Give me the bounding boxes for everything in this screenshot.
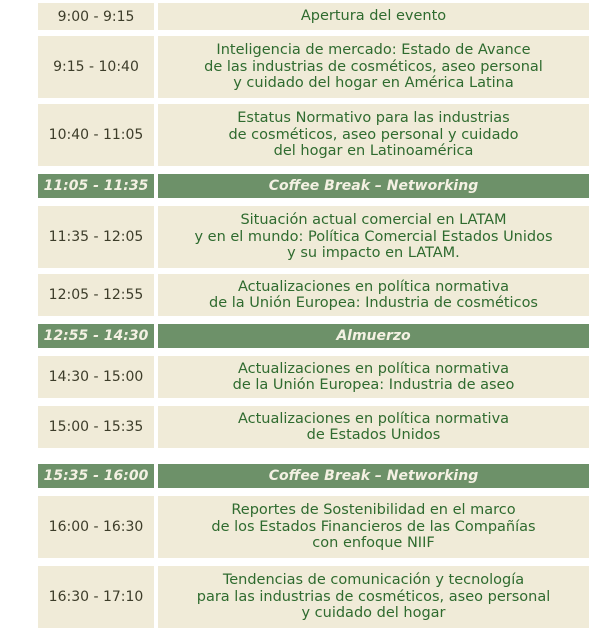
- time-slot: 11:05 - 11:35: [38, 174, 154, 198]
- title-line: Actualizaciones en política normativa: [237, 278, 510, 295]
- time-slot: 12:05 - 12:55: [38, 274, 154, 316]
- title-line: y en el mundo: Política Comercial Estados Unidos: [194, 228, 553, 245]
- session-title: [158, 3, 589, 30]
- session-title: [158, 566, 589, 628]
- title-line: de cosméticos, aseo personal y cuidado: [228, 126, 519, 143]
- session-row: [0, 496, 600, 558]
- title-line: Reportes de Sostenibilidad en el marco: [231, 502, 516, 519]
- title-line: del hogar en Latinoamérica: [273, 143, 474, 160]
- title-line: y cuidado del hogar: [301, 605, 446, 622]
- session-title: [158, 104, 589, 166]
- session-title: [158, 356, 589, 398]
- session-row: [0, 3, 600, 30]
- time-slot: 14:30 - 15:00: [38, 356, 154, 398]
- session-row: [0, 356, 600, 398]
- title-line: Actualizaciones en política normativa: [237, 360, 510, 377]
- session-title: [158, 206, 589, 268]
- session-row: [0, 274, 600, 316]
- title-line: Estatus Normativo para las industrias: [237, 110, 510, 127]
- time-slot: 16:30 - 17:10: [38, 566, 154, 628]
- session-row: [0, 406, 600, 448]
- title-line: Situación actual comercial en LATAM: [240, 212, 507, 229]
- break-title: [158, 324, 589, 348]
- title-line: de Estados Unidos: [306, 427, 441, 443]
- break-row: [0, 324, 600, 348]
- session-row: [0, 206, 600, 268]
- title-line: Coffee Break – Networking: [268, 467, 479, 484]
- title-line: Tendencias de comunicación y tecnología: [222, 572, 525, 589]
- time-slot: 10:40 - 11:05: [38, 104, 154, 166]
- session-title: [158, 406, 589, 448]
- title-line: para las industrias de cosméticos, aseo personal: [196, 588, 551, 605]
- title-line: Coffee Break – Networking: [268, 177, 479, 194]
- title-line: de los Estados Financieros de las Compañías: [211, 518, 536, 535]
- title-line: Almuerzo: [336, 327, 411, 344]
- session-title: [158, 36, 589, 98]
- time-slot: 16:00 - 16:30: [38, 496, 154, 558]
- session-row: [0, 566, 600, 628]
- time-slot: 12:55 - 14:30: [38, 324, 154, 348]
- break-row: [0, 464, 600, 488]
- title-line: con enfoque NIIF: [312, 535, 435, 552]
- time-slot: 15:35 - 16:00: [38, 464, 154, 488]
- title-line: y cuidado del hogar en América Latina: [233, 75, 514, 92]
- session-title: [158, 496, 589, 558]
- title-line: de la Unión Europea: Industria de cosméticos: [208, 295, 538, 311]
- title-line: de las industrias de cosméticos, aseo personal: [204, 58, 543, 75]
- break-row: [0, 174, 600, 198]
- title-line: de la Unión Europea: Industria de aseo: [232, 377, 515, 393]
- title-line: Inteligencia de mercado: Estado de Avance: [216, 42, 531, 59]
- title-line: Actualizaciones en política normativa: [237, 410, 510, 427]
- session-row: [0, 36, 600, 98]
- time-slot: 9:15 - 10:40: [38, 36, 154, 98]
- time-slot: 11:35 - 12:05: [38, 206, 154, 268]
- session-title: [158, 274, 589, 316]
- break-title: [158, 464, 589, 488]
- title-line: y su impacto en LATAM.: [287, 245, 460, 262]
- time-slot: 15:00 - 15:35: [38, 406, 154, 448]
- time-slot: 9:00 - 9:15: [38, 3, 154, 30]
- title-line: Apertura del evento: [300, 8, 447, 25]
- session-row: [0, 104, 600, 166]
- break-title: [158, 174, 589, 198]
